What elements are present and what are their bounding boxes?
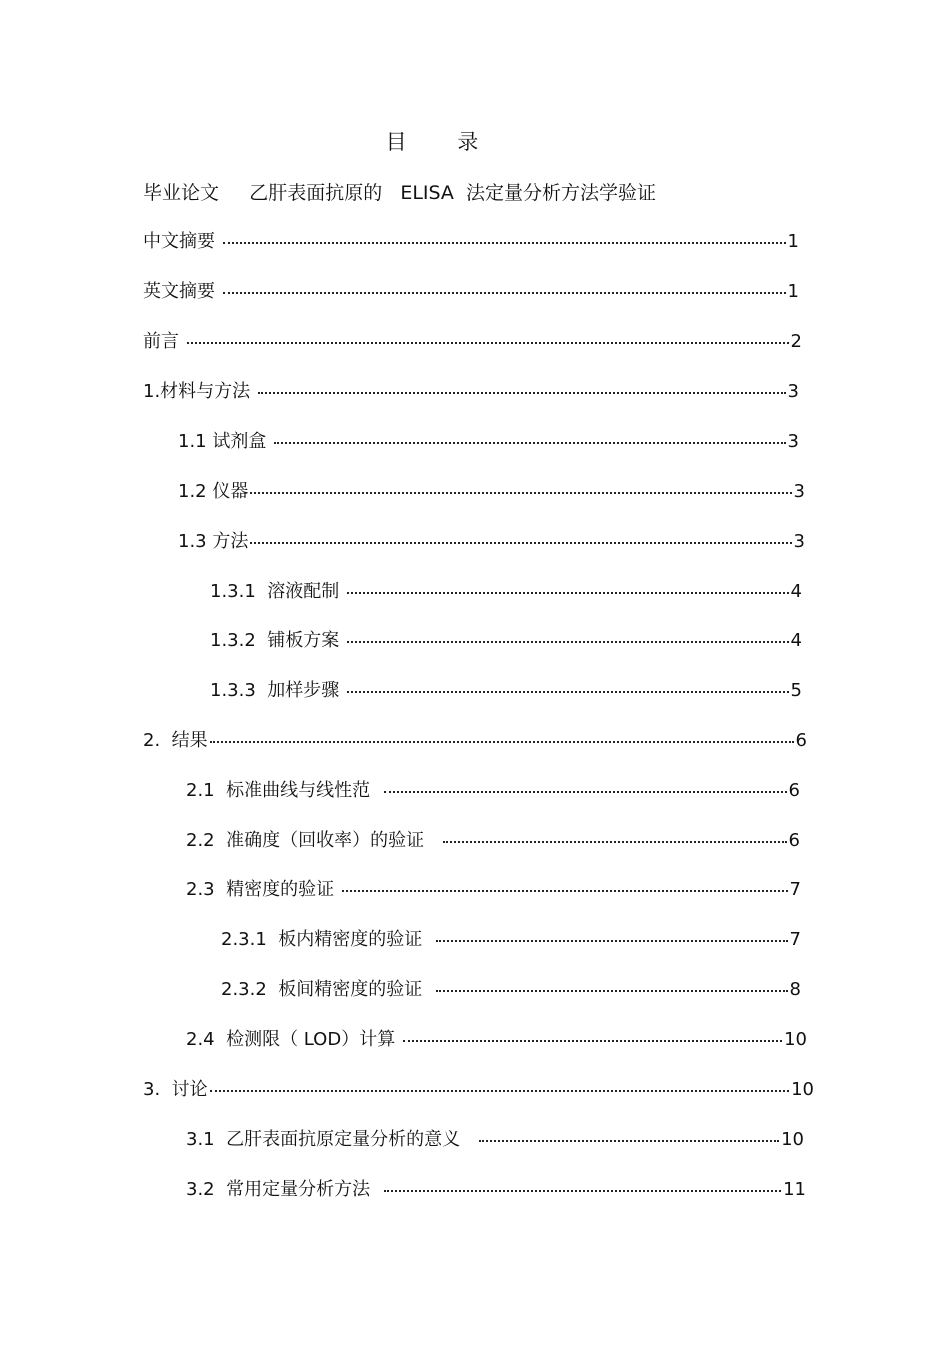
thesis-subtitle: 毕业论文 乙肝表面抗原的 ELISA 法定量分析方法学验证 [143, 182, 657, 204]
toc-entry-page: 6 [788, 780, 800, 801]
toc-entry-page: 1 [787, 231, 799, 252]
toc-entry-label: 2.2 准确度（回收率）的验证 [186, 830, 442, 851]
dot-leader [403, 1030, 782, 1042]
dot-leader [342, 880, 788, 892]
toc-entry[interactable] [221, 977, 801, 1003]
toc-entry[interactable] [221, 927, 801, 953]
toc-entry[interactable] [178, 529, 805, 555]
dot-leader [223, 282, 786, 294]
toc-entry-label: 英文摘要 [143, 281, 221, 302]
toc-entry-label: 1.3.3 加样步骤 [210, 680, 345, 701]
toc-entry-label: 2.3 精密度的验证 [186, 879, 340, 900]
toc-entry-page: 5 [790, 680, 802, 701]
toc-entry[interactable] [178, 429, 799, 455]
toc-entry-page: 11 [783, 1179, 806, 1200]
dot-leader [258, 382, 786, 394]
toc-entry-page: 3 [787, 381, 799, 402]
toc-entry-label: 2.4 检测限（ LOD）计算 [186, 1029, 401, 1050]
toc-entry[interactable] [186, 1027, 807, 1053]
dot-leader [347, 582, 789, 594]
dot-leader [187, 332, 789, 344]
toc-entry[interactable] [143, 1077, 814, 1103]
toc-entry[interactable] [178, 479, 805, 505]
dot-leader [436, 980, 788, 992]
toc-entry-page: 6 [795, 730, 807, 751]
toc-entry-label: 2.3.1 板内精密度的验证 [221, 929, 434, 950]
dot-leader [250, 482, 791, 494]
toc-entry-page: 10 [781, 1129, 804, 1150]
dot-leader [210, 1080, 789, 1092]
toc-entry-page: 2 [790, 331, 802, 352]
dot-leader [384, 1180, 782, 1192]
toc-entry-label: 1.材料与方法 [143, 381, 256, 402]
toc-entry-label: 1.3 方法 [178, 531, 249, 552]
toc-entry[interactable] [186, 877, 801, 903]
toc-entry[interactable] [186, 778, 800, 804]
dot-leader [347, 631, 789, 643]
toc-entry-page: 4 [790, 630, 802, 651]
toc-entry-page: 1 [787, 281, 799, 302]
toc-entry-label: 3.2 常用定量分析方法 [186, 1179, 382, 1200]
dot-leader [443, 831, 786, 843]
toc-entry-page: 10 [791, 1079, 814, 1100]
dot-leader [274, 432, 785, 444]
dot-leader [250, 532, 791, 544]
toc-entry-label: 2.1 标准曲线与线性范 [186, 780, 382, 801]
toc-entry[interactable] [186, 1177, 806, 1203]
toc-entry-label: 3. 讨论 [143, 1079, 208, 1100]
toc-entry-page: 6 [788, 830, 800, 851]
toc-entry[interactable] [143, 728, 807, 754]
toc-entry-label: 前言 [143, 331, 185, 352]
toc-entry[interactable] [210, 628, 802, 654]
toc-entry[interactable] [186, 828, 800, 854]
toc-entry[interactable] [210, 678, 802, 704]
dot-leader [436, 930, 788, 942]
toc-entry-label: 1.3.2 铺板方案 [210, 630, 345, 651]
dot-leader [347, 681, 789, 693]
toc-entry-label: 1.1 试剂盒 [178, 431, 273, 452]
toc-entry[interactable] [143, 279, 799, 305]
toc-entry-page: 8 [789, 979, 801, 1000]
toc-entry-page: 3 [793, 531, 805, 552]
toc-title: 目 录 [385, 130, 501, 154]
toc-entry-page: 7 [789, 879, 801, 900]
toc-entry-label: 2. 结果 [143, 730, 208, 751]
toc-entry[interactable] [143, 329, 802, 355]
toc-entry-label: 3.1 乙肝表面抗原定量分析的意义 [186, 1129, 478, 1150]
dot-leader [384, 781, 787, 793]
toc-entry-label: 中文摘要 [143, 231, 221, 252]
toc-entry[interactable] [186, 1127, 804, 1153]
toc-entry-label: 2.3.2 板间精密度的验证 [221, 979, 434, 1000]
toc-entry-page: 7 [789, 929, 801, 950]
toc-entry-page: 4 [790, 581, 802, 602]
dot-leader [223, 232, 786, 244]
toc-entry[interactable] [210, 579, 802, 605]
toc-entry-label: 1.2 仪器 [178, 481, 249, 502]
toc-entry-label: 1.3.1 溶液配制 [210, 581, 345, 602]
toc-entry-page: 3 [787, 431, 799, 452]
toc-entry[interactable] [143, 379, 799, 405]
dot-leader [210, 731, 794, 743]
dot-leader [479, 1130, 779, 1142]
toc-entry-page: 3 [793, 481, 805, 502]
toc-entry[interactable] [143, 229, 799, 255]
toc-entry-page: 10 [784, 1029, 807, 1050]
